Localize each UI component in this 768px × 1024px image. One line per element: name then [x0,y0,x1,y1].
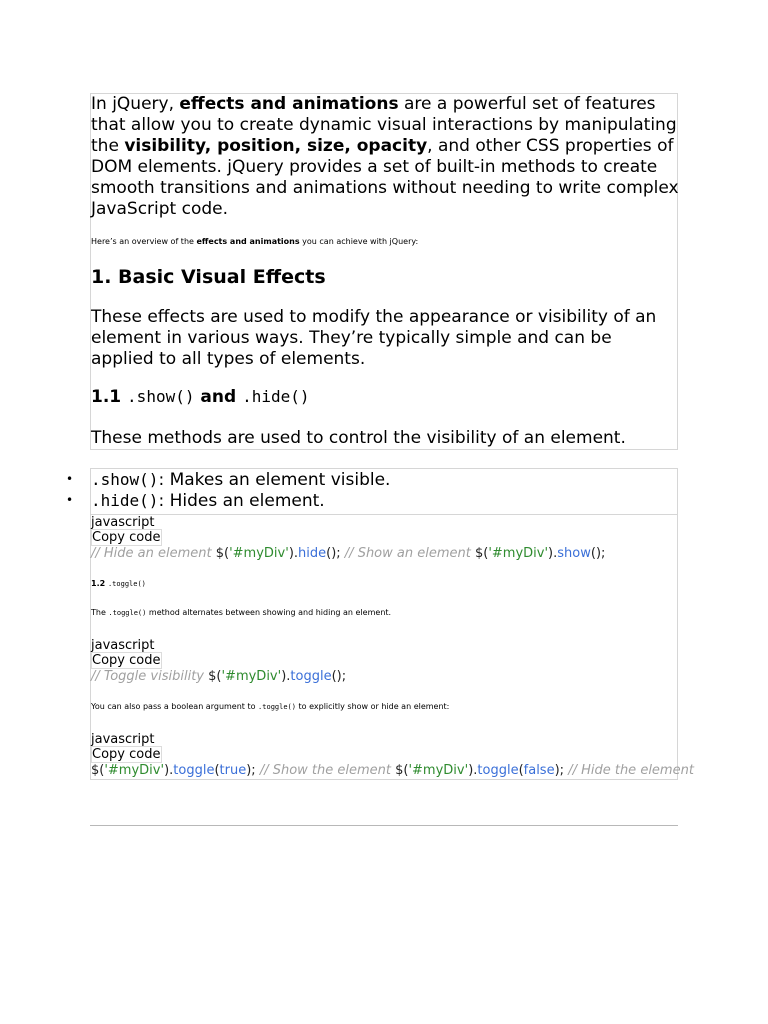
copy-code-button[interactable] [91,747,162,763]
code-token-str: '#myDiv' [229,546,289,561]
list-item [91,469,390,491]
boolean-text-2: to explicitly show or hide an element: [295,702,450,711]
code-token-fn: toggle [477,763,519,778]
copy-code-label[interactable]: Copy code [92,530,161,545]
code-token-plain: ). [164,763,174,778]
code-token-plain: $( [395,763,409,778]
code-token-plain: ). [281,669,291,684]
subheading-toggle-number: 1.2 [91,579,108,588]
code-token-comment: // Hide the element [568,763,694,778]
code-token-plain: (); [326,546,345,561]
intro-bold-2: visibility, position, size, opacity [124,136,428,156]
code-token-comment: // Show the element [259,763,396,778]
code-token-plain: $( [474,546,489,561]
overview-text-1: Here’s an overview of the [91,237,197,246]
boolean-inline-code: .toggle() [258,703,296,711]
code-token-plain: $( [215,546,230,561]
overview-bold: effects and animations [196,237,300,246]
subheading-and: and [194,387,243,407]
horizontal-divider [90,825,678,826]
bullet-icon: • [66,493,74,507]
code-token-fn: show [557,546,591,561]
intro-paragraph [91,94,679,220]
intro-text-2: are a powerful set of features that allow you to create dynamic visual interactions by manipulating the [91,94,677,156]
intro-text-3: , and other CSS properties of DOM elements. jQuery provides a set of built-in methods to create smooth transitions and animations without needing to write complex JavaScript code. [91,136,679,219]
toggle-text-1: The [91,608,109,617]
list-item-text: : Makes an element visible. [158,470,391,490]
section-paragraph: These effects are used to modify the appearance or visibility of an element in various ways. They’re typically simple and can be applied to all types of elements. [91,307,657,369]
code-token-plain: ( [214,763,220,778]
overview-text-2: you can achieve with jQuery: [299,237,419,246]
code-line [91,669,346,685]
code-token-kw: true [219,763,247,778]
list-item-code: .hide() [91,491,159,510]
bullet-icon: • [66,472,74,486]
subheading-code-hide: .hide() [242,387,310,406]
code-token-plain: ); [246,763,260,778]
toggle-inline-code: .toggle() [108,609,147,617]
code-line [91,763,694,779]
copy-code-label[interactable]: Copy code [92,747,161,762]
subheading-toggle [91,579,146,589]
code-token-plain: ( [518,763,524,778]
code-token-comment: // Show an element [344,546,475,561]
copy-code-button[interactable] [91,530,162,546]
code-token-plain: ). [468,763,478,778]
method-list [90,468,678,515]
list-item-text: : Hides an element. [158,491,325,511]
subheading-number: 1.1 [91,387,128,407]
code-token-kw: false [523,763,555,778]
code-token-str: '#myDiv' [221,669,282,684]
code-token-plain: $( [208,669,222,684]
code-language-label: javascript [91,515,155,530]
toggle-text-2: method alternates between showing and hiding an element. [146,608,392,617]
code-token-fn: toggle [173,763,215,778]
code-token-comment: // Toggle visibility [91,669,209,684]
toggle-paragraph [91,608,391,618]
code-token-fn: toggle [290,669,332,684]
subheading-show-hide [91,386,310,408]
overview-line [91,237,418,247]
code-section [90,514,694,780]
boolean-text-1: You can also pass a boolean argument to [91,702,259,711]
subheading-code-show: .show() [127,387,195,406]
code-token-plain: ). [548,546,558,561]
code-language-label: javascript [91,638,155,653]
code-language-label: javascript [91,732,155,747]
code-token-str: '#myDiv' [408,763,469,778]
code-token-str: '#myDiv' [488,546,549,561]
list-item-code: .show() [91,470,159,489]
intro-bold-1: effects and animations [179,94,399,114]
code-token-plain: ); [554,763,569,778]
copy-code-button[interactable] [91,653,162,669]
code-token-plain: (); [331,669,347,684]
code-token-fn: hide [298,546,327,561]
boolean-paragraph [91,702,449,712]
list-item [91,490,325,512]
subheading-toggle-code: .toggle() [107,580,146,588]
code-token-plain: $( [91,763,105,778]
intro-text-1: In jQuery, [91,94,180,114]
code-token-plain: (); [590,546,606,561]
show-hide-paragraph: These methods are used to control the visibility of an element. [91,428,626,448]
section-heading-basic-visual-effects: 1. Basic Visual Effects [91,266,326,288]
code-token-comment: // Hide an element [91,546,216,561]
copy-code-label[interactable]: Copy code [92,653,161,668]
intro-section [90,93,678,450]
code-line [91,546,605,562]
code-token-plain: ). [288,546,299,561]
code-token-str: '#myDiv' [104,763,165,778]
